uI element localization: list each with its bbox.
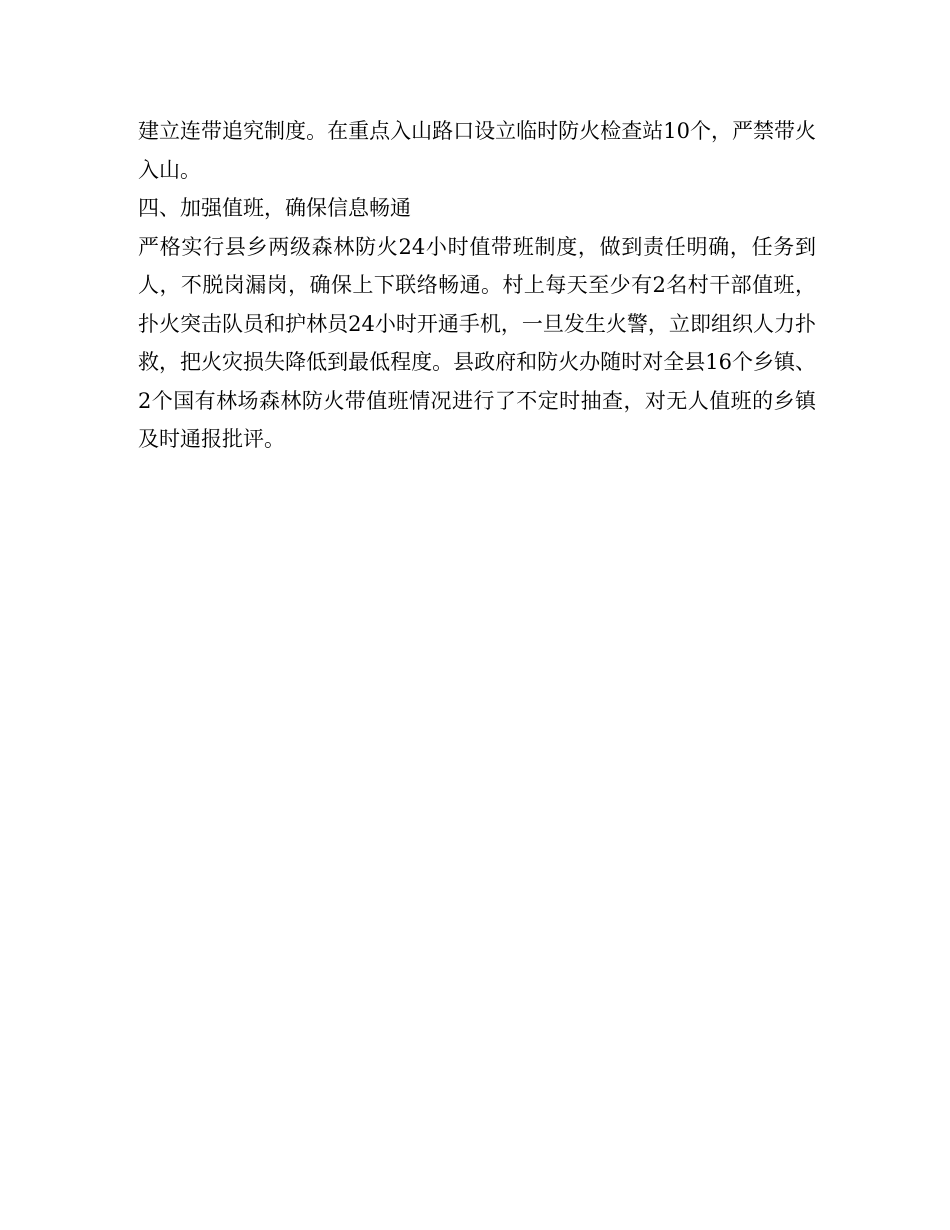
section-heading-duty: 四、加强值班，确保信息畅通 bbox=[138, 196, 411, 220]
paragraph-fire-checkpoints: 建立连带追究制度。在重点入山路口设立临时防火检查站10个，严禁带火入山。 bbox=[138, 119, 816, 182]
paragraph-duty-system: 严格实行县乡两级森林防火24小时值带班制度，做到责任明确，任务到人，不脱岗漏岗，确保上下联络畅通。村上每天至少有2名村干部值班，扑火突击队员和护林员24小时开通手机，一旦发生火警，立即组织人力扑救，把火灾损失降低到最低程度。县政府和防火办随时对全县16个乡镇、2个国有林场森林防火带值班情况进行了不定时抽查，对无人值班的乡镇及时通报批评。 bbox=[138, 234, 816, 451]
document-body bbox=[138, 112, 816, 459]
